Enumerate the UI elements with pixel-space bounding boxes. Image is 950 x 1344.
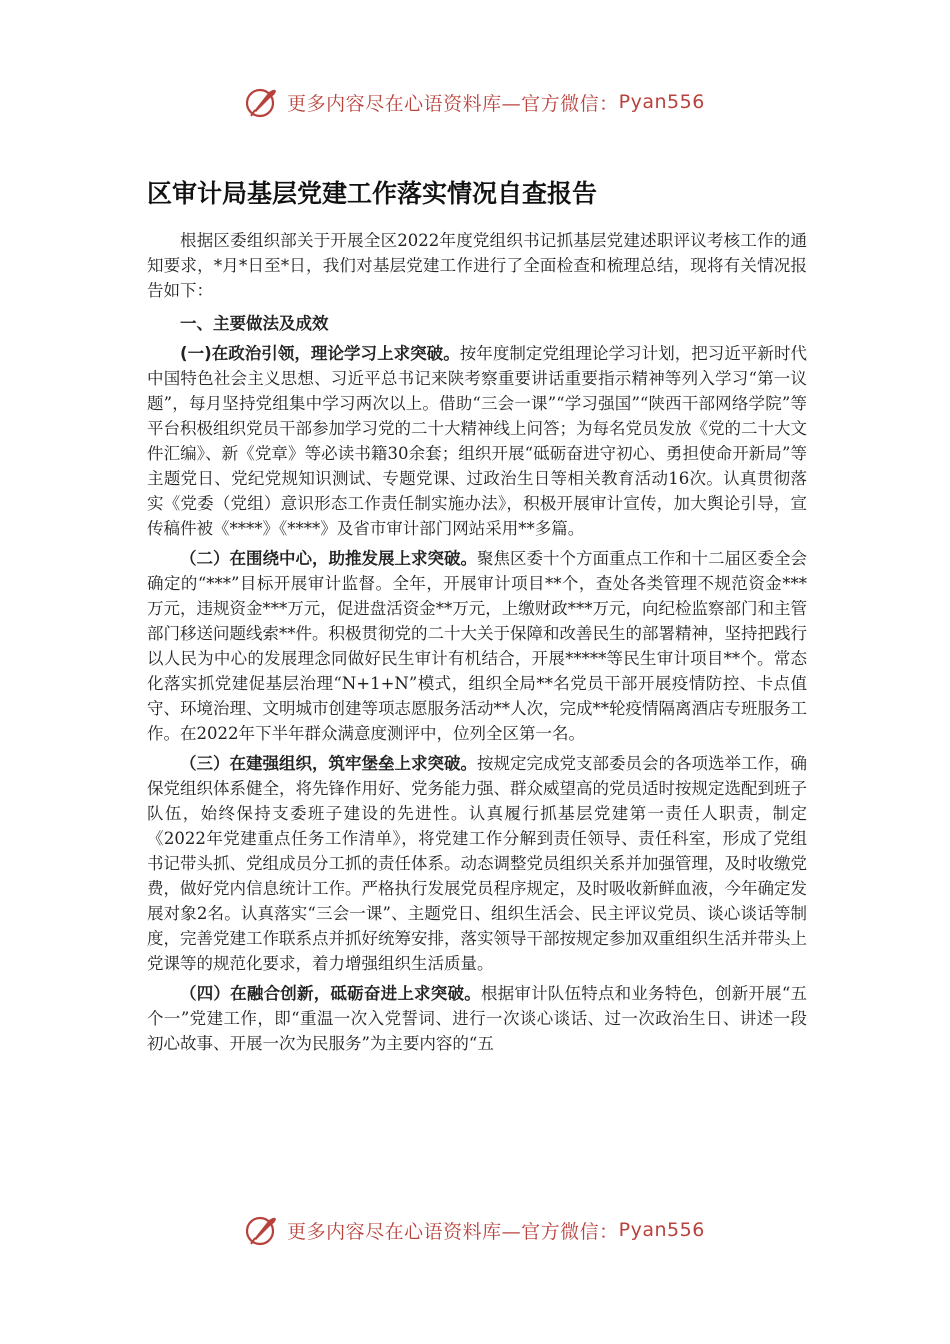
banner-text: 更多内容尽在心语资料库—官方微信： <box>287 92 619 115</box>
header-watermark-banner <box>0 82 950 122</box>
item-paragraph-2 <box>147 546 807 746</box>
document-title: 区审计局基层党建工作落实情况自查报告 <box>147 179 598 208</box>
item-body: 按年度制定党组理论学习计划，把习近平新时代中国特色社会主义思想、习近平总书记来陕考察重要讲话重要指示精神等列入学习“第一议题”，每月坚持党组集中学习两次以上。借助“三会一课”“学习强国”“陕西干部网络学院”等平台积极组织党员干部参加学习党的二十大精神线上问答；为每名党员发放《党的二十大文件汇编》、新《党章》等必读书籍30余套；组织开展“砥砺奋进守初心、勇担使命开新局”等主题党日、党纪党规知识测试、专题党课、过政治生日等相关教育活动16次。认真贯彻落实《党委（党组）意识形态工作责任制实施办法》，积极开展审计宣传，加大舆论引导，宣传稿件被《****》《****》及省市审计部门网站采用**多篇。 <box>147 344 807 538</box>
item-body: 按规定完成党支部委员会的各项选举工作，确保党组织体系健全，将先锋作用好、党务能力强、群众威望高的党员适时按规定选配到班子队伍，始终保持支委班子建设的先进性。认真履行抓基层党建第一责任人职责，制定《2022年党建重点任务工作清单》，将党建工作分解到责任领导、责任科室，形成了党组书记带头抓、党组成员分工抓的责任体系。动态调整党员组织关系并加强管理，及时收缴党费，做好党内信息统计工作。严格执行发展党员程序规定，及时吸收新鲜血液，今年确定发展对象2名。认真落实“三会一课”、主题党日、组织生活会、民主评议党员、谈心谈话等制度，完善党建工作联系点并抓好统筹安排，落实领导干部按规定参加双重组织生活并带头上党课等的规范化要求，着力增强组织生活质量。 <box>147 754 807 973</box>
item-lead: （四）在融合创新，砥砺奋进上求突破。 <box>180 984 481 1003</box>
document-body <box>147 228 807 1056</box>
intro-paragraph: 根据区委组织部关于开展全区2022年度党组织书记抓基层党建述职评议考核工作的通知要求，*月*日至*日，我们对基层党建工作进行了全面检查和梳理总结，现将有关情况报告如下： <box>147 231 807 300</box>
item-body: 聚焦区委十个方面重点工作和十二届区委全会确定的“***”目标开展审计监督。全年，开展审计项目**个，查处各类管理不规范资金***万元，违规资金***万元，促进盘活资金**万元，上缴财政***万元，向纪检监察部门和主管部门移送问题线索**件。积极贯彻党的二十大关于保障和改善民生的部署精神，坚持把践行以人民为中心的发展理念同做好民生审计有机结合，开展*****等民生审计项目**个。常态化落实抓党建促基层治理“N+1+N”模式，组织全局**名党员干部开展疫情防控、卡点值守、环境治理、文明城市创建等项志愿服务活动**人次，完成**轮疫情隔离酒店专班服务工作。在2022年下半年群众满意度测评中，位列全区第一名。 <box>147 549 807 743</box>
section-heading: 一、主要做法及成效 <box>180 314 329 333</box>
item-paragraph-4 <box>147 981 807 1056</box>
item-paragraph-1 <box>147 341 807 541</box>
item-body: 根据审计队伍特点和业务特色，创新开展“五个一”党建工作，即“重温一次入党誓词、进行一次谈心谈话、过一次政治生日、讲述一段初心故事、开展一次为民服务”为主要内容的“五 <box>147 984 808 1053</box>
banner-text: 更多内容尽在心语资料库—官方微信： <box>287 1220 619 1243</box>
quill-pen-logo-icon <box>245 85 279 119</box>
item-lead: (一)在政治引领，理论学习上求突破。 <box>180 344 460 363</box>
item-lead: （三）在建强组织，筑牢堡垒上求突破。 <box>180 754 477 773</box>
banner-wechat-id: Pyan556 <box>618 1219 705 1241</box>
quill-pen-logo-icon <box>245 1213 279 1247</box>
item-lead: （二）在围绕中心，助推发展上求突破。 <box>180 549 477 568</box>
footer-watermark-banner <box>0 1210 950 1250</box>
item-paragraph-3 <box>147 751 807 976</box>
banner-wechat-id: Pyan556 <box>618 91 705 113</box>
